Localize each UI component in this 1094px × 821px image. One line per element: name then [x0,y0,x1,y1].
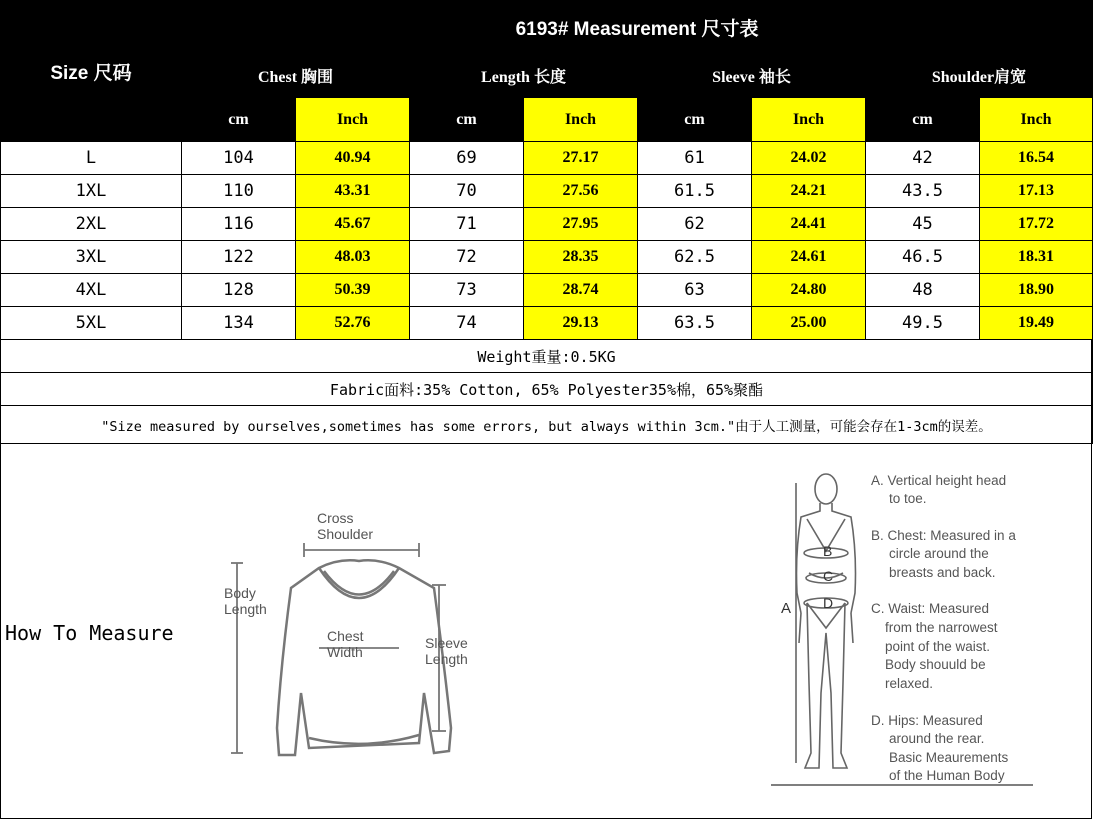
cross-shoulder-label: Cross [317,510,354,526]
group-length: Length 长度 [410,54,638,98]
length-inch-cell: 27.56 [524,175,638,208]
unit-inch: Inch [296,98,410,142]
note-c: from the narrowest [885,620,998,635]
length-inch-cell: 27.95 [524,208,638,241]
chest-width-label: Chest [327,628,364,644]
group-sleeve: Sleeve 袖长 [638,54,866,98]
note-c: relaxed. [885,676,934,691]
group-shoulder: Shoulder肩宽 [866,54,1093,98]
size-cell: L [1,142,182,175]
note-c: C. Waist: Measured [871,601,990,616]
weight-note: Weight重量:0.5KG [1,340,1093,373]
sleeve-length-label: Length [425,651,468,667]
point-a: A [781,600,792,617]
shoulder-inch-cell: 16.54 [980,142,1093,175]
unit-cm: cm [866,98,980,142]
size-header: Size 尺码 [1,1,182,142]
cross-shoulder-label: Shoulder [317,526,374,542]
shoulder-cm-cell: 48 [866,274,980,307]
shoulder-inch-cell: 18.31 [980,241,1093,274]
shoulder-cm-cell: 49.5 [866,307,980,340]
unit-cm: cm [410,98,524,142]
length-cm-cell: 69 [410,142,524,175]
shoulder-cm-cell: 46.5 [866,241,980,274]
sleeve-inch-cell: 24.61 [752,241,866,274]
length-inch-cell: 28.74 [524,274,638,307]
body-length-label: Length [224,601,267,617]
chest-inch-cell: 40.94 [296,142,410,175]
note-c: point of the waist. [885,639,991,654]
chest-cm-cell: 110 [182,175,296,208]
length-inch-cell: 29.13 [524,307,638,340]
size-cell: 5XL [1,307,182,340]
note-d: Basic Meaurements [889,750,1009,765]
unit-inch: Inch [980,98,1093,142]
shoulder-cm-cell: 45 [866,208,980,241]
table-row [1,142,1093,175]
chest-cm-cell: 104 [182,142,296,175]
how-to-measure-label: How To Measure [5,621,174,645]
shoulder-cm-cell: 42 [866,142,980,175]
note-a: to toe. [889,491,927,506]
length-cm-cell: 71 [410,208,524,241]
length-cm-cell: 72 [410,241,524,274]
length-inch-cell: 27.17 [524,142,638,175]
unit-inch: Inch [752,98,866,142]
shoulder-inch-cell: 19.49 [980,307,1093,340]
sleeve-inch-cell: 24.02 [752,142,866,175]
sleeve-cm-cell: 63.5 [638,307,752,340]
length-cm-cell: 74 [410,307,524,340]
chest-inch-cell: 52.76 [296,307,410,340]
size-cell: 2XL [1,208,182,241]
table-row [1,208,1093,241]
table-row [1,175,1093,208]
table-row [1,274,1093,307]
point-b: B [823,543,833,559]
fabric-note: Fabric面料:35% Cotton, 65% Polyester35%棉，65%聚酯 [1,373,1093,406]
size-cell: 1XL [1,175,182,208]
sleeve-inch-cell: 25.00 [752,307,866,340]
table-row [1,241,1093,274]
sleeve-inch-cell: 24.80 [752,274,866,307]
chest-inch-cell: 50.39 [296,274,410,307]
chest-inch-cell: 45.67 [296,208,410,241]
unit-inch: Inch [524,98,638,142]
sleeve-cm-cell: 62 [638,208,752,241]
shoulder-cm-cell: 43.5 [866,175,980,208]
sleeve-cm-cell: 62.5 [638,241,752,274]
chest-cm-cell: 128 [182,274,296,307]
body-length-label: Body [224,585,256,601]
size-cell: 4XL [1,274,182,307]
length-cm-cell: 73 [410,274,524,307]
point-c: C [823,568,834,584]
disclaimer-note: "Size measured by ourselves,sometimes has some errors, but always within 3cm."由于人工测量，可能会存在1-3cm的误差。 [1,406,1093,444]
note-b: breasts and back. [889,565,996,580]
sleeve-length-label: Sleeve [425,635,468,651]
sleeve-cm-cell: 61.5 [638,175,752,208]
chest-cm-cell: 122 [182,241,296,274]
body-diagram [771,463,1051,803]
length-inch-cell: 28.35 [524,241,638,274]
chest-cm-cell: 116 [182,208,296,241]
chart-title: 6193# Measurement 尺寸表 [182,1,1093,54]
note-b: circle around the [889,546,989,561]
shoulder-inch-cell: 17.13 [980,175,1093,208]
length-cm-cell: 70 [410,175,524,208]
note-a: A. Vertical height head [871,473,1007,488]
note-d: around the rear. [889,731,985,746]
point-d: D [823,595,834,611]
chest-inch-cell: 48.03 [296,241,410,274]
sleeve-cm-cell: 61 [638,142,752,175]
unit-cm: cm [638,98,752,142]
chest-inch-cell: 43.31 [296,175,410,208]
group-chest: Chest 胸围 [182,54,410,98]
unit-cm: cm [182,98,296,142]
chest-width-label: Width [327,644,363,660]
note-c: Body shouuld be [885,657,986,672]
size-cell: 3XL [1,241,182,274]
sleeve-inch-cell: 24.21 [752,175,866,208]
note-b: B. Chest: Measured in a [871,528,1016,543]
note-d: of the Human Body [889,768,1005,783]
sleeve-cm-cell: 63 [638,274,752,307]
shoulder-inch-cell: 18.90 [980,274,1093,307]
how-to-measure-section [1,443,1091,818]
sleeve-inch-cell: 24.41 [752,208,866,241]
shoulder-inch-cell: 17.72 [980,208,1093,241]
note-d: D. Hips: Measured [871,713,983,728]
table-row [1,307,1093,340]
sweater-diagram [219,503,519,803]
chest-cm-cell: 134 [182,307,296,340]
